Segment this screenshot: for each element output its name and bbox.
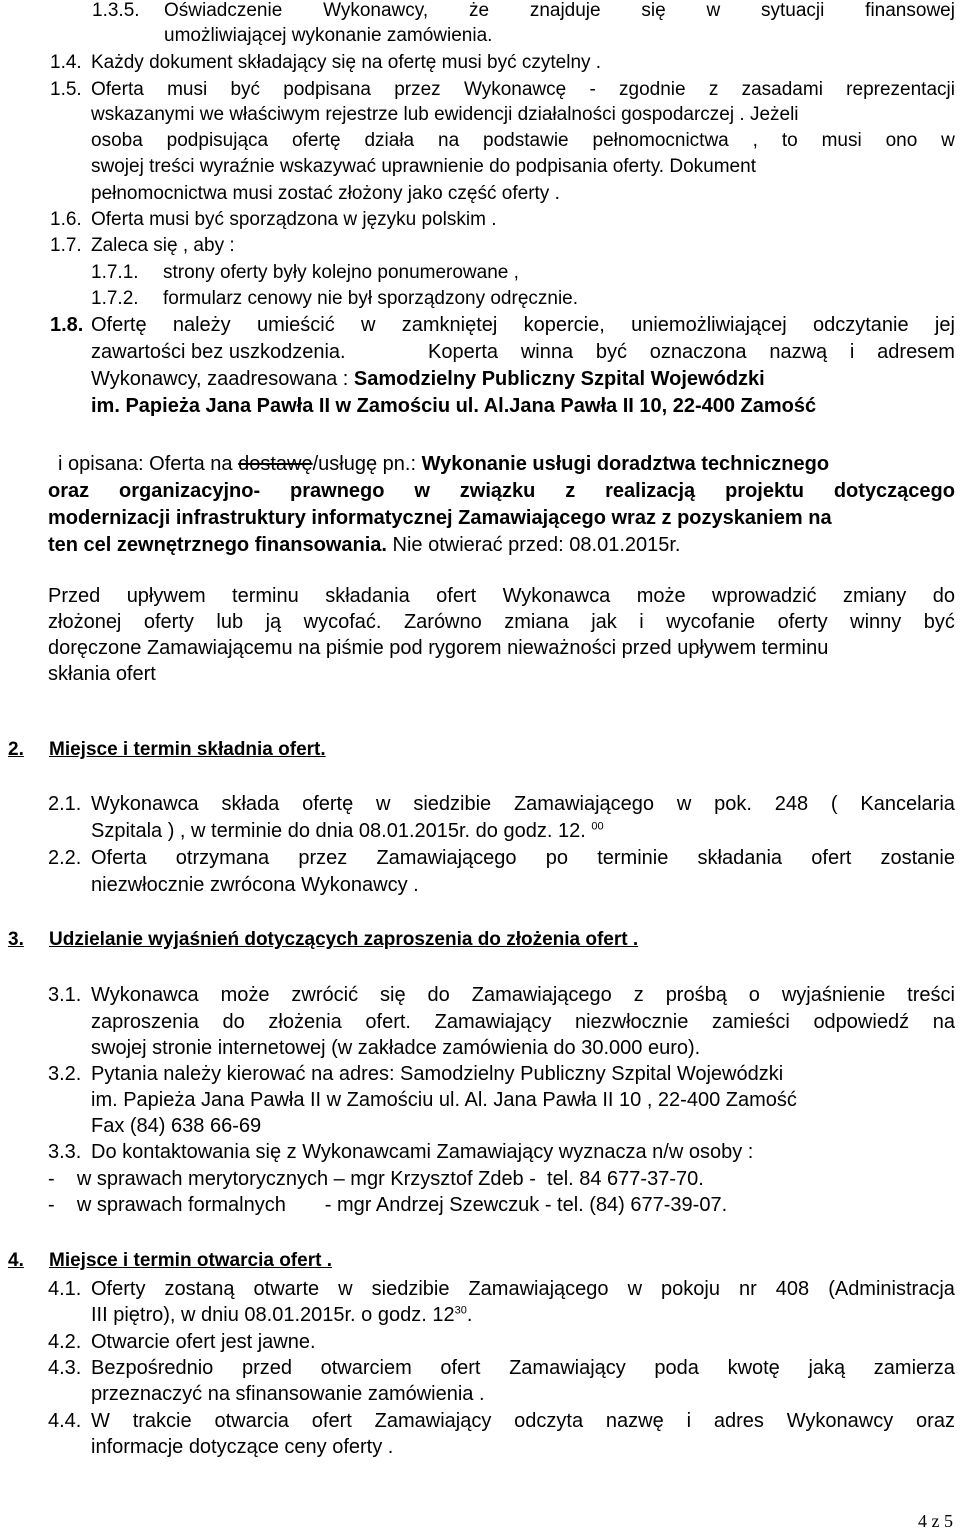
- word: nazwą: [769, 341, 828, 363]
- word: ofert.: [365, 1011, 411, 1033]
- word: znajduje: [529, 0, 601, 21]
- word: do: [932, 585, 955, 607]
- word: finansowej: [865, 0, 955, 21]
- justified-line: [91, 1410, 955, 1433]
- word: w: [338, 1278, 353, 1300]
- word: Oświadczenie: [164, 0, 283, 21]
- word: przez: [298, 847, 348, 869]
- contact-line: - w sprawach formalnych - mgr Andrzej Szewczuk - tel. (84) 677-39-07.: [48, 1194, 728, 1216]
- justified-line: [91, 314, 955, 337]
- item-number: 1.7.1.: [91, 262, 139, 283]
- paragraph-line: [91, 820, 604, 843]
- word: realizacją: [605, 480, 696, 502]
- word: osoba: [91, 130, 143, 151]
- word: pokoju: [661, 1278, 720, 1300]
- justified-line: [48, 585, 955, 608]
- item-number: 1.7.2.: [91, 288, 139, 309]
- paragraph-line: formularz cenowy nie był sporządzony odręcznie.: [163, 288, 579, 309]
- contact-line: - w sprawach merytorycznych – mgr Krzysztof Zdeb - tel. 84 677-37-70.: [48, 1168, 704, 1190]
- word: być: [230, 79, 261, 100]
- word: że: [468, 0, 490, 21]
- word: zostanie: [880, 847, 955, 869]
- word: musi: [821, 130, 862, 151]
- struck-text: dostawę: [238, 453, 313, 475]
- word: wycofać.: [303, 611, 382, 633]
- word: się: [380, 984, 406, 1006]
- section-number: 4.: [8, 1250, 24, 1271]
- word: zaproszenia: [91, 1011, 199, 1033]
- justified-line: [48, 611, 955, 634]
- word: winna: [520, 341, 574, 363]
- word: ją: [265, 611, 282, 633]
- word: w: [676, 793, 692, 815]
- word: Zamawiający: [374, 1410, 492, 1432]
- word: złożonej: [48, 611, 122, 633]
- word: Ofertę: [91, 314, 147, 336]
- word: odczyta: [514, 1410, 584, 1432]
- word: Zarówno: [403, 611, 482, 633]
- text-run: i opisana: Oferta na: [58, 453, 233, 475]
- word: pok.: [714, 793, 752, 815]
- word: otwarcia: [214, 1410, 289, 1432]
- word: uniemożliwiającej: [631, 314, 787, 336]
- word: poda: [654, 1357, 699, 1379]
- word: terminie: [597, 847, 669, 869]
- word: zmiany: [842, 585, 907, 607]
- word: zwrócić: [291, 984, 359, 1006]
- bold-run: Wykonanie usługi doradztwa technicznego: [421, 453, 830, 475]
- word: 248: [774, 793, 809, 815]
- justified-line: [91, 130, 955, 152]
- justified-line: [91, 1357, 955, 1380]
- word: otwarte: [253, 1278, 320, 1300]
- paragraph-line: [58, 453, 829, 476]
- word: Wykonawca: [502, 585, 611, 607]
- word: związku: [459, 480, 536, 502]
- paragraph-line: pełnomocnictwa musi zostać złożony jako część oferty .: [91, 183, 560, 204]
- paragraph-line: [91, 368, 765, 391]
- word: w: [627, 1278, 643, 1300]
- word: oraz: [48, 480, 90, 502]
- word: adres: [713, 1410, 764, 1432]
- item-number: 4.1.: [48, 1278, 82, 1300]
- word: upływem: [126, 585, 206, 607]
- paragraph-line: Do kontaktowania się z Wykonawcami Zamawiający wyznacza n/w osoby :: [91, 1141, 754, 1163]
- word: podpisująca: [166, 130, 269, 151]
- word: Kancelaria: [860, 793, 955, 815]
- word: ofert: [440, 1357, 481, 1379]
- word: w: [376, 793, 391, 815]
- word: nazwę: [605, 1410, 664, 1432]
- word: ofert: [811, 847, 852, 869]
- word: się: [641, 0, 666, 21]
- paragraph-line: im. Papieża Jana Pawła II w Zamościu ul. Al. Jana Pawła II 10 , 22-400 Zamość: [91, 1089, 797, 1111]
- word: W: [91, 1410, 110, 1432]
- item-number: 3.3.: [48, 1141, 82, 1163]
- word: ono: [885, 130, 918, 151]
- section-heading: Miejsce i termin otwarcia ofert .: [49, 1250, 332, 1271]
- paragraph-line: niezwłocznie zwrócona Wykonawcy .: [91, 874, 419, 896]
- word: reprezentacji: [846, 79, 955, 100]
- text-run: wskazanymi we właściwym rejestrze lub ewidencji działalności gospodarczej .: [91, 104, 745, 125]
- item-number: 1.6.: [50, 209, 82, 230]
- item-number: 4.3.: [48, 1357, 82, 1379]
- text-run: .: [466, 1304, 473, 1326]
- item-number: 2.1.: [48, 793, 82, 815]
- word: do: [427, 984, 450, 1006]
- word: zasadami: [741, 79, 823, 100]
- word: w: [706, 0, 721, 21]
- word: Zamawiającego: [471, 984, 612, 1006]
- word: musi: [167, 79, 208, 100]
- superscript: 00: [591, 820, 604, 833]
- word: projektu: [725, 480, 804, 502]
- word: w: [414, 480, 430, 502]
- justified-line: [48, 480, 955, 503]
- text-run: Nie otwierać przed: 08.01.2015r.: [392, 534, 681, 556]
- word: wprowadzić: [712, 585, 817, 607]
- word: Koperta: [428, 341, 499, 363]
- word: kopercie,: [523, 314, 605, 336]
- word: oferty: [777, 611, 828, 633]
- word: działa: [364, 130, 415, 151]
- word: ofertę: [291, 130, 341, 151]
- word: w: [361, 314, 376, 336]
- superscript: 30: [454, 1304, 467, 1317]
- bold-run: Samodzielny Publiczny Szpital Wojewódzki: [353, 368, 765, 390]
- word: podpisana: [283, 79, 371, 100]
- word: odczytanie: [813, 314, 909, 336]
- word: niezwłocznie: [574, 1011, 689, 1033]
- word: ,: [752, 130, 758, 151]
- paragraph-line: skłania ofert: [48, 663, 156, 685]
- paragraph-line: umożliwiającej wykonanie zamówienia.: [164, 25, 493, 46]
- item-number: 2.2.: [48, 847, 82, 869]
- paragraph-line: Pytania należy kierować na adres: Samodzielny Publiczny Szpital Wojewódzki: [91, 1063, 784, 1085]
- word: należy: [172, 314, 231, 336]
- word: Wykonawcy: [786, 1410, 894, 1432]
- word: Oferta: [91, 79, 144, 100]
- word: z: [565, 480, 576, 502]
- justified-run: [428, 341, 955, 364]
- item-number: 3.2.: [48, 1063, 82, 1085]
- word: podstawie: [483, 130, 569, 151]
- word: prawnego: [290, 480, 385, 502]
- word: jej: [934, 314, 955, 336]
- word: otwarciem: [320, 1357, 412, 1379]
- word: siedzibie: [413, 793, 492, 815]
- word: Zamawiający: [509, 1357, 626, 1379]
- section-number: 2.: [8, 739, 24, 760]
- word: zamierza: [873, 1357, 955, 1379]
- word: składa: [221, 793, 280, 815]
- word: składania: [697, 847, 783, 869]
- word: i: [849, 341, 855, 363]
- item-number: 1.5.: [50, 79, 82, 100]
- item-number: 1.4.: [50, 52, 82, 73]
- word: być: [923, 611, 955, 633]
- word: jaką: [808, 1357, 846, 1379]
- word: (Administracja: [828, 1278, 955, 1300]
- word: po: [545, 847, 568, 869]
- paragraph-line: informacje dotyczące ceny oferty .: [91, 1436, 394, 1458]
- section-heading: Udzielanie wyjaśnień dotyczących zaproszenia do złożenia ofert .: [49, 929, 639, 950]
- text-run: swojej treści wyraźnie wskazywać uprawnienie do podpisania oferty.: [91, 156, 665, 177]
- word: może: [636, 585, 686, 607]
- word: przez: [394, 79, 441, 100]
- word: Oferty: [91, 1278, 146, 1300]
- word: umieścić: [256, 314, 335, 336]
- word: Wykonawcę: [463, 79, 567, 100]
- word: wycofanie: [666, 611, 756, 633]
- page-number: 4 z 5: [918, 1511, 953, 1531]
- word: dotyczącego: [833, 480, 955, 502]
- paragraph-line: Otwarcie ofert jest jawne.: [91, 1331, 316, 1353]
- word: Wykonawcy,: [323, 0, 429, 21]
- word: zamkniętej: [401, 314, 498, 336]
- paragraph-line: Oferta musi być sporządzona w języku polskim .: [91, 209, 497, 230]
- paragraph-line: doręczone Zamawiającemu na piśmie pod rygorem nieważności przed upływem terminu: [48, 637, 829, 659]
- word: w: [941, 130, 955, 151]
- item-number: 4.2.: [48, 1331, 82, 1353]
- word: ofertę: [302, 793, 354, 815]
- word: i: [686, 1410, 692, 1432]
- word: to: [781, 130, 798, 151]
- text-run: Wykonawcy, zaadresowana :: [91, 368, 349, 390]
- word: lub: [216, 611, 244, 633]
- paragraph-line: [91, 1304, 472, 1327]
- word: ofert: [436, 585, 477, 607]
- word: nr: [738, 1278, 757, 1300]
- item-number: 4.4.: [48, 1410, 82, 1432]
- word: adresem: [877, 341, 955, 363]
- paragraph-line: [48, 534, 680, 557]
- word: z: [708, 79, 719, 100]
- item-number: 1.7.: [50, 235, 82, 256]
- word: Wykonawca: [91, 984, 199, 1006]
- item-number: 3.1.: [48, 984, 82, 1006]
- justified-line: [91, 793, 955, 816]
- word: pełnomocnictwa: [592, 130, 729, 151]
- word: oraz: [916, 1410, 955, 1432]
- word: Bezpośrednio: [91, 1357, 214, 1379]
- word: terminu: [232, 585, 299, 607]
- word: zmiana: [504, 611, 569, 633]
- word: złożenia: [268, 1011, 342, 1033]
- word: oznaczona: [649, 341, 747, 363]
- word: sytuacji: [761, 0, 825, 21]
- word: Oferta: [91, 847, 147, 869]
- word: Przed: [48, 585, 101, 607]
- paragraph-line: Zaleca się , aby :: [91, 235, 235, 256]
- word: zostaną: [164, 1278, 235, 1300]
- word: treści: [907, 984, 955, 1006]
- word: oferty: [143, 611, 194, 633]
- word: do: [222, 1011, 245, 1033]
- word: wyjaśnienie: [781, 984, 886, 1006]
- section-number: 3.: [8, 929, 24, 950]
- word: (: [830, 793, 838, 815]
- word: zamieści: [712, 1011, 790, 1033]
- item-number: 1.3.5.: [92, 0, 140, 21]
- word: z: [633, 984, 644, 1006]
- word: winny: [850, 611, 902, 633]
- word: Zamawiającego: [468, 1278, 609, 1300]
- word: odpowiedź: [813, 1011, 910, 1033]
- justified-line: [91, 1011, 955, 1034]
- item-number: 1.8.: [50, 314, 84, 336]
- paragraph-line: modernizacji infrastruktury informatycznej Zamawiającego wraz z pozyskaniem na: [48, 507, 832, 529]
- word: Zamawiającego: [376, 847, 517, 869]
- word: na: [438, 130, 460, 151]
- paragraph-line: [91, 156, 756, 178]
- justified-line: [164, 0, 955, 22]
- word: jak: [591, 611, 617, 633]
- paragraph-line: im. Papieża Jana Pawła II w Zamościu ul. Al.Jana Pawła II 10, 22-400 Zamość: [91, 395, 817, 417]
- word: na: [932, 1011, 955, 1033]
- text-run: Jeżeli: [749, 104, 799, 125]
- text-run: III piętro), w dniu 08.01.2015r. o godz. 12: [91, 1304, 455, 1326]
- bold-run: ten cel zewnętrznego finansowania.: [48, 534, 387, 556]
- justified-line: [91, 1278, 955, 1301]
- word: składania: [325, 585, 410, 607]
- section-heading: Miejsce i termin składnia ofert.: [49, 739, 326, 760]
- paragraph-line: Fax (84) 638 66-69: [91, 1115, 262, 1137]
- paragraph-line: strony oferty były kolejno ponumerowane ,: [163, 262, 519, 283]
- word: Zamawiającego: [513, 793, 655, 815]
- paragraph-line: [91, 104, 799, 126]
- paragraph-line: przeznaczyć na sfinansowanie zamówienia .: [91, 1383, 485, 1405]
- justified-line: [91, 79, 955, 101]
- word: kwotę: [727, 1357, 780, 1379]
- text-run: /usługę pn.:: [312, 453, 417, 475]
- paragraph-line: [91, 341, 955, 364]
- word: przed: [241, 1357, 292, 1379]
- word: być: [595, 341, 628, 363]
- word: otrzymana: [175, 847, 270, 869]
- word: 408: [775, 1278, 810, 1300]
- word: Zamawiający: [434, 1011, 552, 1033]
- justified-line: [91, 847, 955, 870]
- word: siedzibie: [371, 1278, 450, 1300]
- text-run: Dokument: [669, 156, 756, 177]
- paragraph-line: Każdy dokument składający się na ofertę musi być czytelny .: [91, 52, 602, 73]
- word: Wykonawca: [91, 793, 199, 815]
- word: ofert: [311, 1410, 352, 1432]
- paragraph-line: swojej stronie internetowej (w zakładce zamówienia do 30.000 euro).: [91, 1037, 701, 1059]
- text-run: zawartości bez uszkodzenia.: [91, 341, 346, 363]
- word: może: [220, 984, 270, 1006]
- word: prośbą: [665, 984, 727, 1006]
- justified-line: [91, 984, 955, 1007]
- word: zgodnie: [619, 79, 686, 100]
- word: organizacyjno-: [119, 480, 261, 502]
- word: -: [589, 79, 596, 100]
- word: o: [748, 984, 760, 1006]
- word: i: [639, 611, 644, 633]
- word: trakcie: [132, 1410, 192, 1432]
- text-run: Szpitala ) , w terminie do dnia 08.01.2015r. do godz. 12.: [91, 820, 586, 842]
